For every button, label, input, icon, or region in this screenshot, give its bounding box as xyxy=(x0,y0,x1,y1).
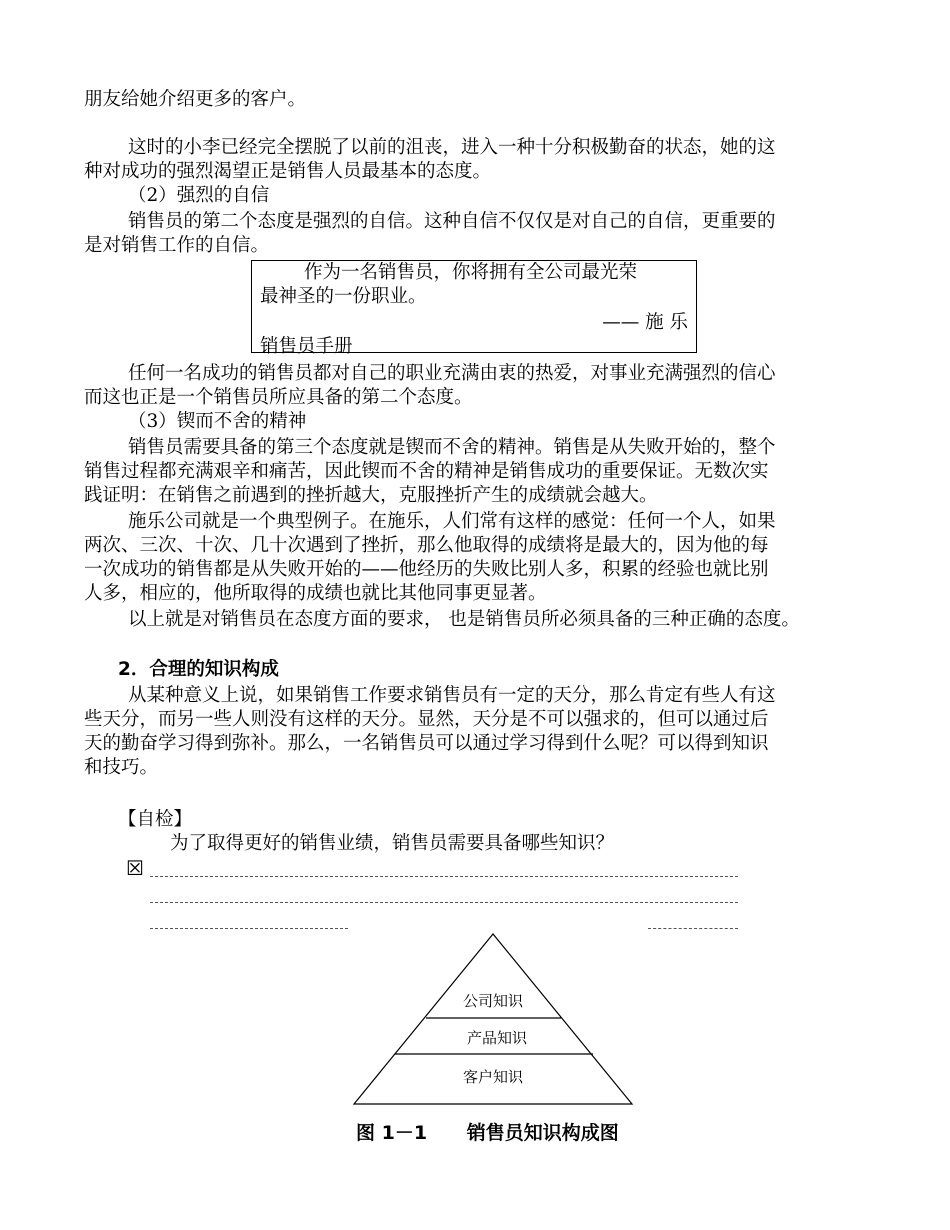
pyramid-tier-product: 产品知识 xyxy=(466,1029,527,1047)
subheading: （2）强烈的自信 xyxy=(128,185,270,206)
answer-line[interactable] xyxy=(150,876,738,877)
paragraph-line: 天的勤奋学习得到弥补。那么，一名销售员可以通过学习得到什么呢？可以得到知识 xyxy=(84,733,769,754)
paragraph-line: 施乐公司就是一个典型例子。在施乐，人们常有这样的感觉：任何一个人，如果 xyxy=(128,511,776,532)
paragraph-line: 销售员的第二个态度是强烈的自信。这种自信不仅仅是对自己的自信，更重要的 xyxy=(128,211,776,232)
paragraph-line: 践证明：在销售之前遇到的挫折越大，克服挫折产生的成绩就会越大。 xyxy=(84,485,658,506)
paragraph-line: 种对成功的强烈渴望正是销售人员最基本的态度。 xyxy=(84,161,492,182)
paragraph-line: 和技巧。 xyxy=(84,757,159,778)
paragraph-line: 这时的小李已经完全摆脱了以前的沮丧，进入一种十分积极勤奋的状态，她的这 xyxy=(128,137,776,158)
paragraph-line: 是对销售工作的自信。 xyxy=(84,235,270,256)
paragraph-line: 朋友给她介绍更多的客户。 xyxy=(84,89,307,110)
self-check-question: 为了取得更好的销售业绩，销售员需要具备哪些知识？ xyxy=(170,833,615,854)
paragraph-line: 些天分，而另一些人则没有这样的天分。显然，天分是不可以强求的，但可以通过后 xyxy=(84,709,769,730)
quote-line: 最神圣的一份职业。 xyxy=(260,286,427,307)
paragraph-line: 任何一名成功的销售员都对自己的职业充满由衷的热爱，对事业充满强烈的信心 xyxy=(128,363,776,384)
checkbox-icon[interactable]: ☒ xyxy=(126,856,144,880)
paragraph-line: 两次、三次、十次、几十次遇到了挫折，那么他取得的成绩将是最大的，因为他的每 xyxy=(84,535,769,556)
answer-line[interactable] xyxy=(150,928,348,929)
subheading: （3）锲而不舍的精神 xyxy=(128,411,307,432)
figure-caption: 图 1－1 销售员知识构成图 xyxy=(356,1122,619,1144)
paragraph-line: 从某种意义上说，如果销售工作要求销售员有一定的天分，那么肯定有些人有这 xyxy=(128,685,776,706)
pyramid-tier-company: 公司知识 xyxy=(462,992,523,1010)
paragraph-line: 人多，相应的，他所取得的成绩也就比其他同事更显著。 xyxy=(84,583,547,604)
quote-attribution: —— 施 乐 xyxy=(602,312,688,333)
paragraph-line: 销售员需要具备的第三个态度就是锲而不舍的精神。销售是从失败开始的，整个 xyxy=(128,437,776,458)
paragraph-line: 而这也正是一个销售员所应具备的第二个态度。 xyxy=(84,387,473,408)
paragraph-line: 一次成功的销售都是从失败开始的——他经历的失败比别人多，积累的经验也就比别 xyxy=(84,559,769,580)
answer-line[interactable] xyxy=(648,928,738,929)
pyramid-tier-customer: 客户知识 xyxy=(462,1068,523,1086)
quote-line: 作为一名销售员，你将拥有全公司最光荣 xyxy=(304,262,638,283)
paragraph-line: 销售过程都充满艰辛和痛苦，因此锲而不舍的精神是销售成功的重要保证。无数次实 xyxy=(84,461,769,482)
answer-line[interactable] xyxy=(150,902,738,903)
self-check-title: 【自检】 xyxy=(118,809,193,830)
quote-box xyxy=(251,260,697,357)
quote-source: 销售员手册 xyxy=(260,336,353,357)
section-heading: 2．合理的知识构成 xyxy=(118,659,279,680)
paragraph-line: 以上就是对销售员在态度方面的要求， 也是销售员所必须具备的三种正确的态度。 xyxy=(128,609,800,630)
